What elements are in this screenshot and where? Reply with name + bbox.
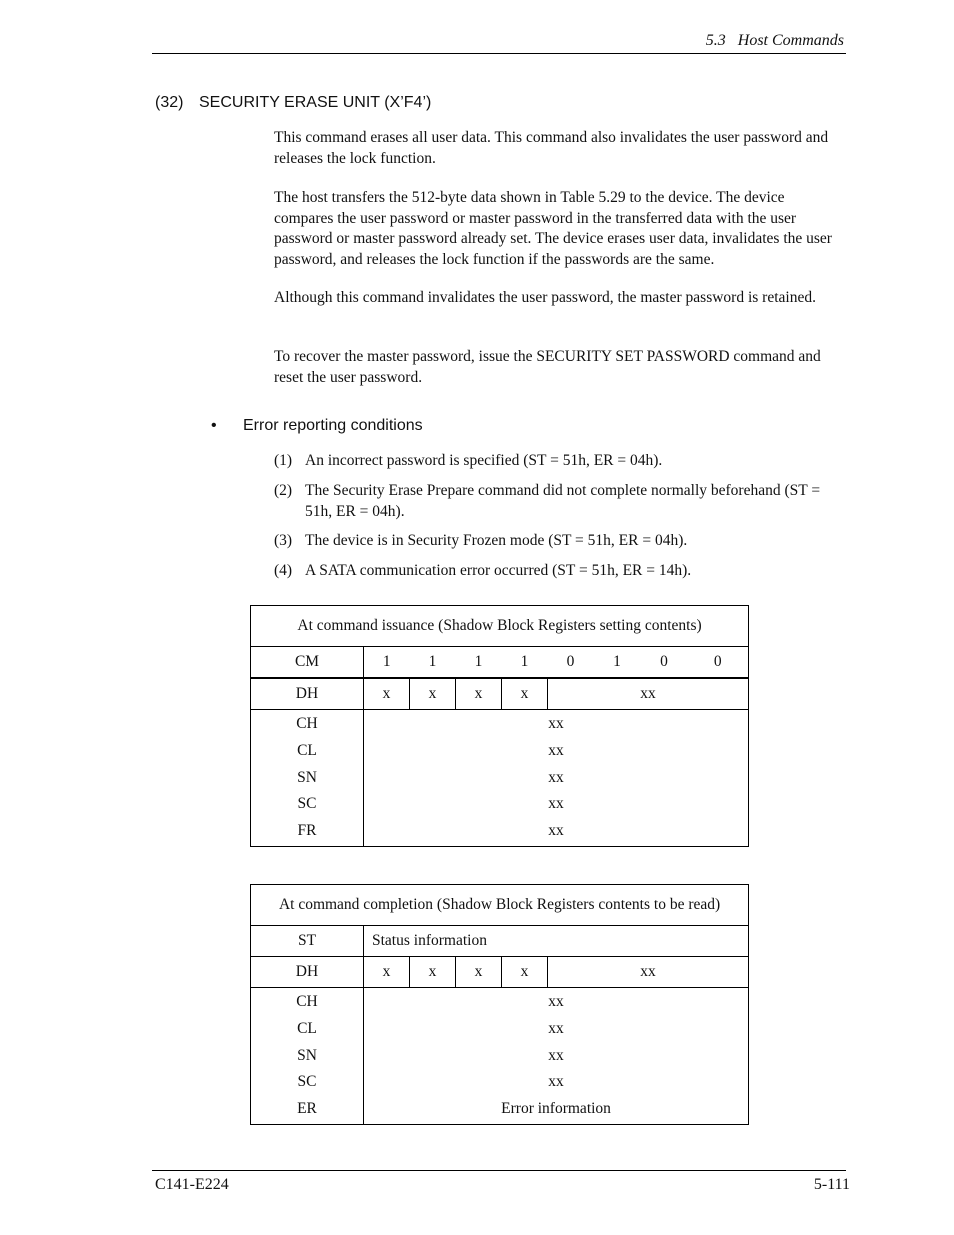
paragraph: This command erases all user data. This command also invalidates the user password and releases the lock function. <box>274 129 829 167</box>
page-number: 5-111 <box>813 1176 850 1193</box>
condition-item <box>274 561 846 582</box>
bit-value: 0 <box>688 647 749 679</box>
register-value: xx <box>548 822 564 840</box>
register-label: CL <box>297 1019 317 1037</box>
bit-value: 1 <box>410 647 456 679</box>
section-title: SECURITY ERASE UNIT (X’F4’) <box>199 94 432 111</box>
table-caption: At command completion (Shadow Block Registers contents to be read) <box>251 885 749 926</box>
register-value: xx <box>548 741 564 759</box>
register-label: FR <box>297 822 317 840</box>
bit-value: 1 <box>594 647 641 679</box>
condition-item <box>274 531 846 552</box>
register-value: xx <box>548 993 564 1010</box>
completion-register-table <box>250 884 749 1125</box>
register-value: xx <box>548 795 564 813</box>
condition-text: The Security Erase Prepare command did not complete normally beforehand (ST = 51h, ER = 04h). <box>305 482 821 520</box>
register-label: CH <box>296 993 318 1010</box>
condition-number: (2) <box>274 482 293 499</box>
register-labels <box>251 988 364 1125</box>
bit-value: x <box>456 957 502 988</box>
register-labels <box>251 710 364 847</box>
bit-value: 1 <box>502 647 548 679</box>
bullet-text: Error reporting conditions <box>243 417 423 434</box>
running-header: 5.3 Host Commands <box>705 32 844 49</box>
register-label: SN <box>297 768 317 786</box>
condition-number: (1) <box>274 452 293 469</box>
paragraph: To recover the master password, issue the SECURITY SET PASSWORD command and reset the user password. <box>274 348 821 386</box>
register-label: CH <box>296 715 318 732</box>
issuance-register-table <box>250 605 749 847</box>
condition-item <box>274 451 846 472</box>
condition-number: (4) <box>274 562 293 579</box>
register-label: ST <box>251 926 364 957</box>
header-rule <box>152 53 846 54</box>
condition-number: (3) <box>274 532 293 549</box>
bit-value: 1 <box>364 647 410 679</box>
condition-item <box>274 481 846 522</box>
register-values <box>364 988 749 1125</box>
register-label: SC <box>297 1073 317 1091</box>
register-label: DH <box>251 957 364 988</box>
register-value: Error information <box>501 1100 611 1118</box>
paragraph: The host transfers the 512-byte data shown in Table 5.29 to the device. The device compares the user password or master password in the transferred data with the user password or master password already set. The device erases user data, invalidates the user password, and releases the lock function if the passwords are the same. <box>274 189 832 268</box>
register-value: xx <box>548 957 749 988</box>
bullet-symbol: • <box>211 417 217 434</box>
bit-value: x <box>410 957 456 988</box>
register-value: xx <box>548 1073 564 1091</box>
bit-value: 1 <box>456 647 502 679</box>
section-heading <box>155 94 431 112</box>
bit-value: x <box>456 678 502 710</box>
register-values <box>364 710 749 847</box>
bullet-item <box>211 417 423 435</box>
register-label: SC <box>297 795 317 813</box>
footer-rule <box>152 1170 846 1171</box>
register-label: ER <box>297 1100 317 1118</box>
bit-value: x <box>364 678 410 710</box>
section-number: (32) <box>155 94 184 111</box>
bit-value: x <box>410 678 456 710</box>
paragraph: Although this command invalidates the user password, the master password is retained. <box>274 289 816 306</box>
bit-value: 0 <box>641 647 688 679</box>
register-label: CL <box>297 741 317 759</box>
register-value: xx <box>548 1019 564 1037</box>
table-caption: At command issuance (Shadow Block Registers setting contents) <box>251 606 749 647</box>
bit-value: x <box>502 957 548 988</box>
register-value: xx <box>548 1046 564 1064</box>
register-label: DH <box>251 678 364 710</box>
bit-value: 0 <box>548 647 594 679</box>
register-label: CM <box>251 647 364 679</box>
bit-value: x <box>502 678 548 710</box>
register-value: xx <box>548 715 564 732</box>
register-value: xx <box>548 768 564 786</box>
condition-text: An incorrect password is specified (ST = 51h, ER = 04h). <box>305 452 663 469</box>
register-value: Status information <box>364 926 749 957</box>
condition-text: The device is in Security Frozen mode (ST = 51h, ER = 04h). <box>305 532 688 549</box>
condition-text: A SATA communication error occurred (ST = 51h, ER = 14h). <box>305 562 692 579</box>
document-id: C141-E224 <box>155 1176 229 1193</box>
bit-value: x <box>364 957 410 988</box>
register-label: SN <box>297 1046 317 1064</box>
register-value: xx <box>548 678 749 710</box>
